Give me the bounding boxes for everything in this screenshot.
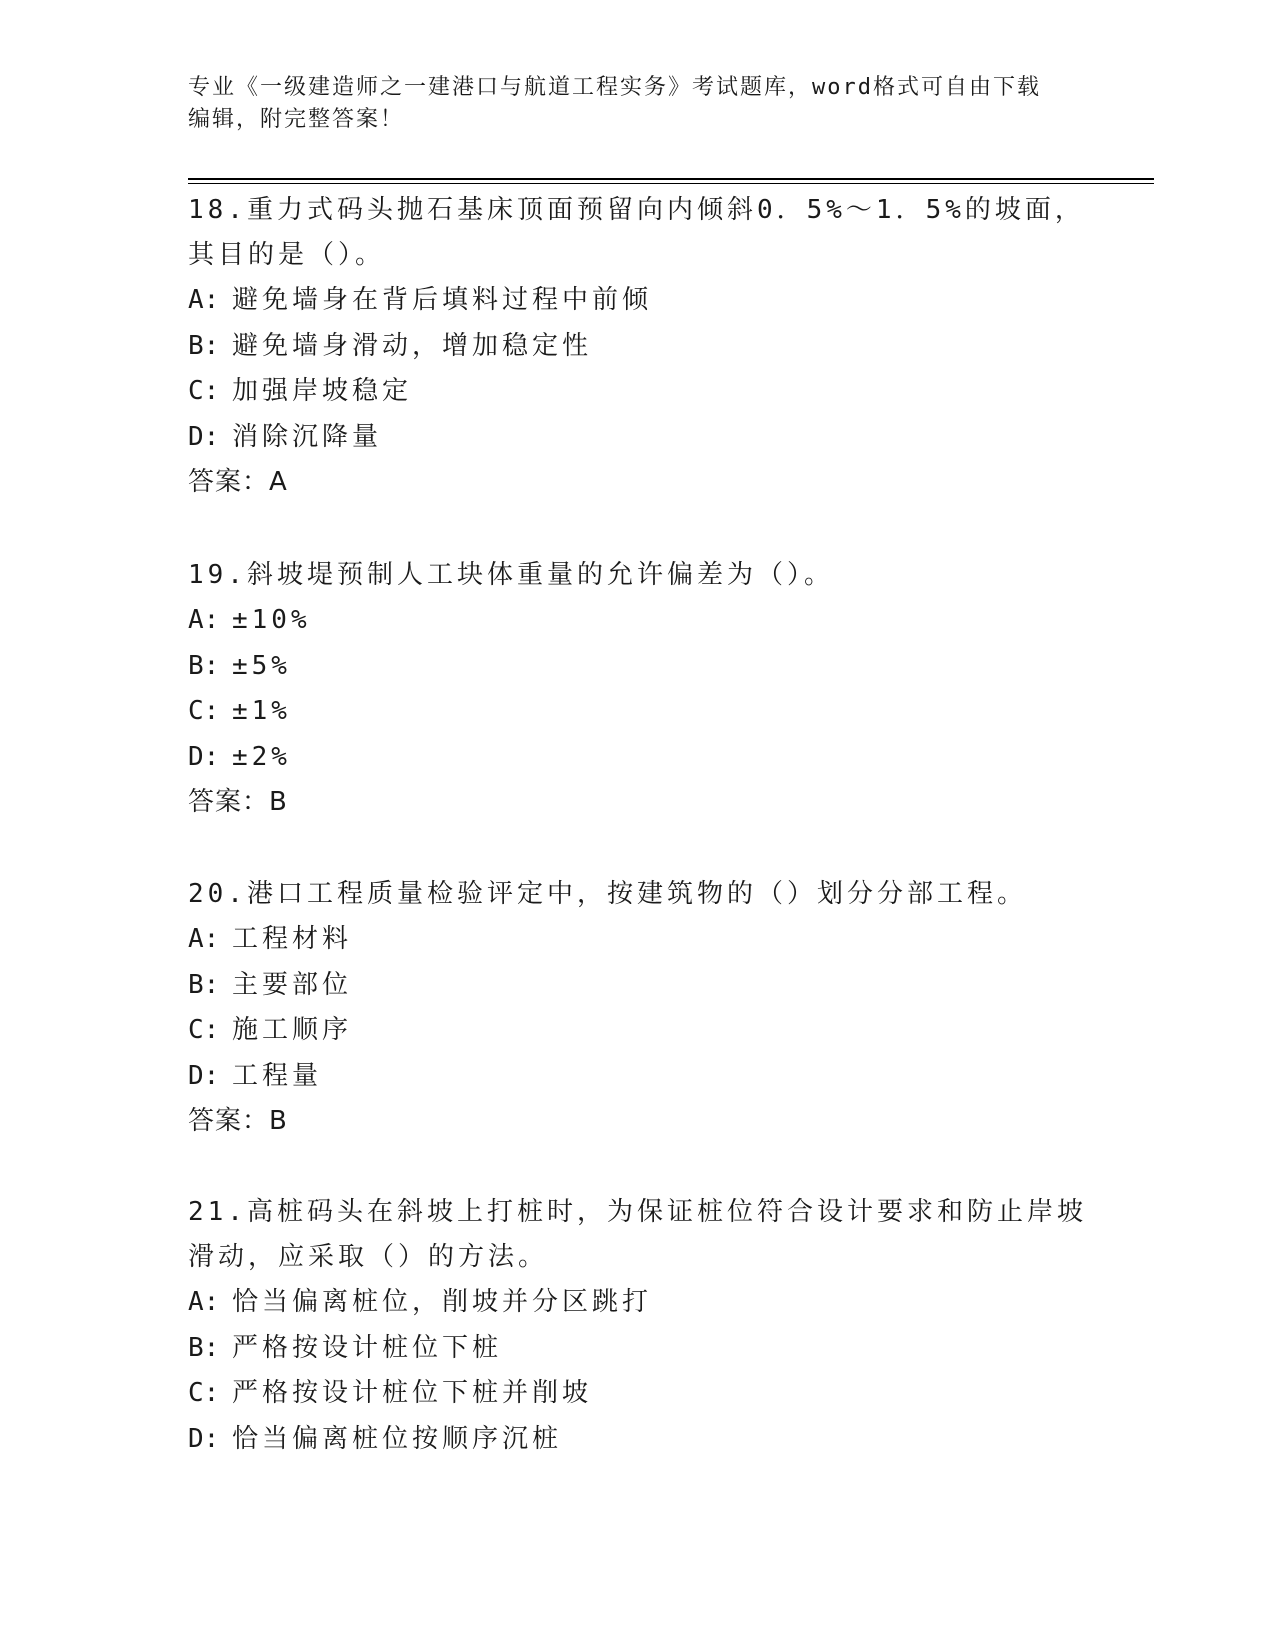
question-stem: 18.重力式码头抛石基床顶面预留向内倾斜0．5%～1．5%的坡面，其目的是（）。 — [188, 195, 1085, 270]
question-stem: 19.斜坡堤预制人工块体重量的允许偏差为（）。 — [188, 560, 834, 590]
option-text: 避免墙身滑动，增加稳定性 — [232, 330, 593, 361]
option-d — [188, 1054, 1088, 1100]
option-c — [188, 369, 1088, 415]
question-19 — [188, 553, 1088, 825]
question-stem: 20.港口工程质量检验评定中，按建筑物的（）划分分部工程。 — [188, 879, 1027, 909]
option-c — [188, 689, 1088, 735]
option-key: A: — [188, 1287, 220, 1317]
option-key: D: — [188, 1423, 220, 1454]
option-a — [188, 278, 1088, 324]
header-line-2: 编辑，附完整答案！ — [188, 107, 405, 132]
option-text: ±10% — [232, 605, 311, 635]
option-b — [188, 1326, 1088, 1372]
question-21 — [188, 1190, 1088, 1462]
question-18 — [188, 188, 1088, 505]
option-text: 施工顺序 — [232, 1015, 353, 1045]
option-a — [188, 917, 1088, 963]
option-text: ±5% — [232, 650, 291, 681]
header-divider-thin — [188, 183, 1154, 184]
answer-line: 答案：B — [188, 1106, 288, 1136]
question-stem: 21.高桩码头在斜坡上打桩时，为保证桩位符合设计要求和防止岸坡滑动，应采取（）的方法。 — [188, 1197, 1087, 1272]
answer-line: 答案：B — [188, 787, 288, 817]
option-text: ±1% — [232, 696, 291, 726]
option-a — [188, 598, 1088, 644]
option-key: B: — [188, 969, 220, 1000]
option-text: 恰当偏离桩位按顺序沉桩 — [232, 1423, 563, 1454]
answer-line: 答案：A — [188, 467, 288, 497]
option-key: A: — [188, 285, 220, 315]
option-text: ±2% — [232, 741, 291, 772]
header-divider-thick — [188, 178, 1154, 180]
option-text: 避免墙身在背后填料过程中前倾 — [232, 285, 653, 315]
option-text: 工程量 — [232, 1060, 323, 1091]
option-key: C: — [188, 696, 220, 726]
option-key: B: — [188, 330, 220, 361]
option-key: A: — [188, 605, 220, 635]
option-d — [188, 735, 1088, 781]
option-a — [188, 1280, 1088, 1326]
option-key: C: — [188, 1378, 220, 1408]
option-key: A: — [188, 924, 220, 954]
option-text: 工程材料 — [232, 924, 353, 954]
option-c — [188, 1008, 1088, 1054]
option-c — [188, 1371, 1088, 1417]
option-text: 加强岸坡稳定 — [232, 376, 413, 406]
option-text: 主要部位 — [232, 969, 353, 1000]
option-key: B: — [188, 1332, 220, 1363]
option-b — [188, 324, 1088, 370]
option-d — [188, 1417, 1088, 1463]
option-key: B: — [188, 650, 220, 681]
option-key: D: — [188, 421, 220, 452]
option-b — [188, 644, 1088, 690]
option-text: 消除沉降量 — [232, 421, 383, 452]
option-text: 恰当偏离桩位，削坡并分区跳打 — [232, 1287, 653, 1317]
option-key: C: — [188, 376, 220, 406]
option-key: D: — [188, 741, 220, 772]
option-text: 严格按设计桩位下桩并削坡 — [232, 1378, 593, 1408]
option-key: D: — [188, 1060, 220, 1091]
header-line-1: 专业《一级建造师之一建港口与航道工程实务》考试题库，word格式可自由下载 — [188, 75, 1041, 100]
option-key: C: — [188, 1015, 220, 1045]
option-d — [188, 415, 1088, 461]
option-b — [188, 963, 1088, 1009]
option-text: 严格按设计桩位下桩 — [232, 1332, 503, 1363]
document-header — [188, 72, 1068, 136]
question-20 — [188, 872, 1088, 1144]
